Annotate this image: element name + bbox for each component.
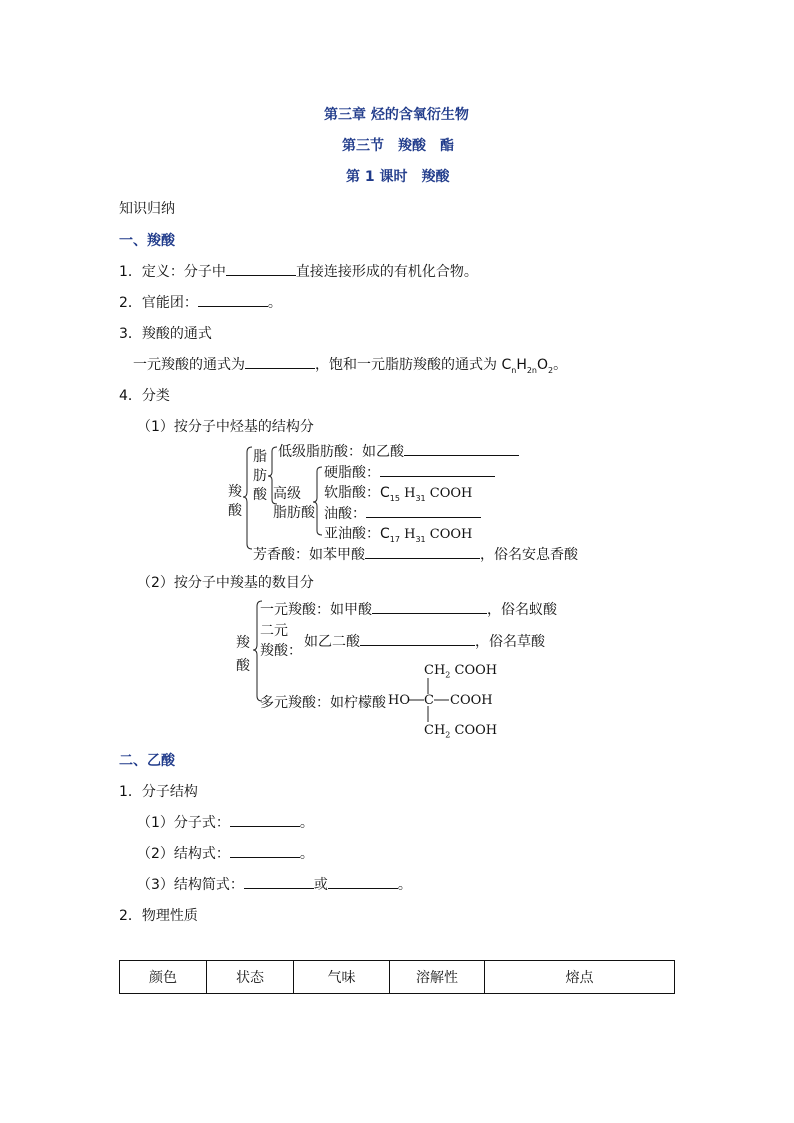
palmitic-sub-c: 15 (389, 493, 400, 503)
citric-ho: HO (388, 693, 410, 708)
chapter-title: 第三章 烃的含氧衍生物 (324, 107, 469, 123)
molecular-formula-label: （1）分子式： (137, 815, 230, 831)
simplified-formula-line (137, 874, 412, 894)
table-header-melting-point: 熔点 (485, 961, 675, 994)
part2-heading: 二、乙酸 (119, 753, 175, 769)
linoleic-cooh: COOH (425, 527, 473, 542)
di-acid-1: 二元 (260, 623, 288, 639)
mono-acid-blank[interactable] (372, 601, 487, 614)
structural-formula-label: （2）结构式： (137, 846, 230, 862)
high-fat-acid-1: 高级 (273, 486, 301, 502)
structural-formula-line (137, 843, 314, 863)
table-header-odor: 气味 (294, 961, 390, 994)
simplified-formula-label: （3）结构简式： (137, 877, 244, 893)
simplified-formula-blank-1[interactable] (244, 876, 314, 889)
diagram2-root-2: 酸 (236, 658, 250, 674)
structural-formula-end: 。 (299, 846, 314, 862)
mono-acid-line (260, 599, 557, 619)
di-acid-blank[interactable] (360, 633, 475, 646)
diagram1-root-1: 羧 (228, 484, 242, 500)
general-formula-text-b: ，饱和一元脂肪羧酸的通式为 C (315, 357, 512, 373)
simplified-formula-or: 或 (313, 877, 328, 893)
low-fat-acid-text: 低级脂肪酸：如乙酸 (278, 444, 404, 460)
palmitic-h: H (399, 486, 416, 501)
molecular-formula-line (137, 812, 314, 832)
table-header-state: 状态 (207, 961, 294, 994)
physical-properties-title: 2．物理性质 (119, 908, 198, 924)
stearic-text: 硬脂酸： (324, 465, 380, 481)
physical-properties-table (119, 960, 675, 994)
structural-formula-blank[interactable] (230, 845, 300, 858)
aromatic-common-name: ，俗名安息香酸 (480, 547, 578, 563)
part1-heading: 一、羧酸 (119, 233, 175, 249)
di-acid-text: 如乙二酸 (304, 634, 360, 650)
linoleic-sub-c: 17 (389, 534, 400, 544)
intro-label: 知识归纳 (119, 201, 175, 217)
molecular-structure-title: 1．分子结构 (119, 784, 198, 800)
di-acid-common-name: ，俗名草酸 (475, 634, 545, 650)
classification-title: 4．分类 (119, 388, 170, 404)
citric-ch2-bottom (424, 723, 497, 740)
table-row (120, 961, 675, 994)
citric-ch2-top (424, 663, 497, 680)
linoleic-h: H (399, 527, 416, 542)
diagram1-root-2: 酸 (228, 503, 242, 519)
linoleic-sub-h: 31 (415, 534, 426, 544)
sub-n: n (511, 365, 517, 375)
functional-group-label: 2．官能团： (119, 295, 198, 311)
fat-acid-2: 肪 (253, 468, 267, 484)
citric-ch2-top-cooh: COOH (450, 663, 498, 678)
aromatic-text: 芳香酸：如苯甲酸 (253, 547, 365, 563)
palmitic-cooh: COOH (425, 486, 473, 501)
simplified-formula-end: 。 (397, 877, 412, 893)
fat-acid-1: 脂 (253, 449, 267, 465)
citric-ch2-top-sub: 2 (445, 670, 451, 680)
poly-acid-text: 多元羧酸：如柠檬酸 (260, 695, 386, 711)
sub-2n: 2n (526, 365, 538, 375)
classification-2-title: （2）按分子中羧基的数目分 (137, 575, 314, 591)
general-formula-title: 3．羧酸的通式 (119, 326, 212, 342)
section-title: 第三节 羧酸 酯 (342, 138, 454, 154)
molecular-formula-blank[interactable] (230, 814, 300, 827)
formula-o: O (537, 357, 549, 373)
citric-cooh: COOH (450, 693, 493, 708)
di-acid-line (304, 631, 545, 651)
palmitic-sub-h: 31 (415, 493, 426, 503)
definition-text-b: 直接连接形成的有机化合物。 (295, 264, 478, 280)
mono-acid-common-name: ，俗名蚁酸 (487, 602, 557, 618)
definition-text-a: 1．定义：分子中 (119, 264, 226, 280)
di-acid-2: 羧酸： (260, 643, 302, 659)
simplified-formula-blank-2[interactable] (328, 876, 398, 889)
citric-ch2-bottom-ch: CH (424, 723, 446, 738)
mono-acid-text: 一元羧酸：如甲酸 (260, 602, 372, 618)
citric-ch2-bottom-sub: 2 (445, 730, 451, 740)
classification-1-title: （1）按分子中烃基的结构分 (137, 419, 314, 435)
citric-ch2-bottom-cooh: COOH (450, 723, 498, 738)
table-header-solubility: 溶解性 (390, 961, 485, 994)
citric-ch2-top-ch: CH (424, 663, 446, 678)
sub-2: 2 (548, 365, 554, 375)
molecular-formula-end: 。 (299, 815, 314, 831)
formula-h: H (516, 357, 527, 373)
general-formula-end: 。 (553, 357, 568, 373)
citric-c: C (424, 693, 434, 708)
linoleic-text: 亚油酸：C (324, 526, 390, 542)
palmitic-text: 软脂酸：C (324, 485, 390, 501)
general-formula-text-a: 一元羧酸的通式为 (133, 357, 245, 373)
high-fat-acid-2: 脂肪酸 (273, 505, 315, 521)
lesson-title: 第 1 课时 羧酸 (346, 169, 450, 185)
table-header-color: 颜色 (120, 961, 207, 994)
diagram2-root-1: 羧 (236, 635, 250, 651)
oleic-text: 油酸： (324, 506, 366, 522)
fat-acid-3: 酸 (253, 487, 267, 503)
functional-group-end: 。 (267, 295, 282, 311)
